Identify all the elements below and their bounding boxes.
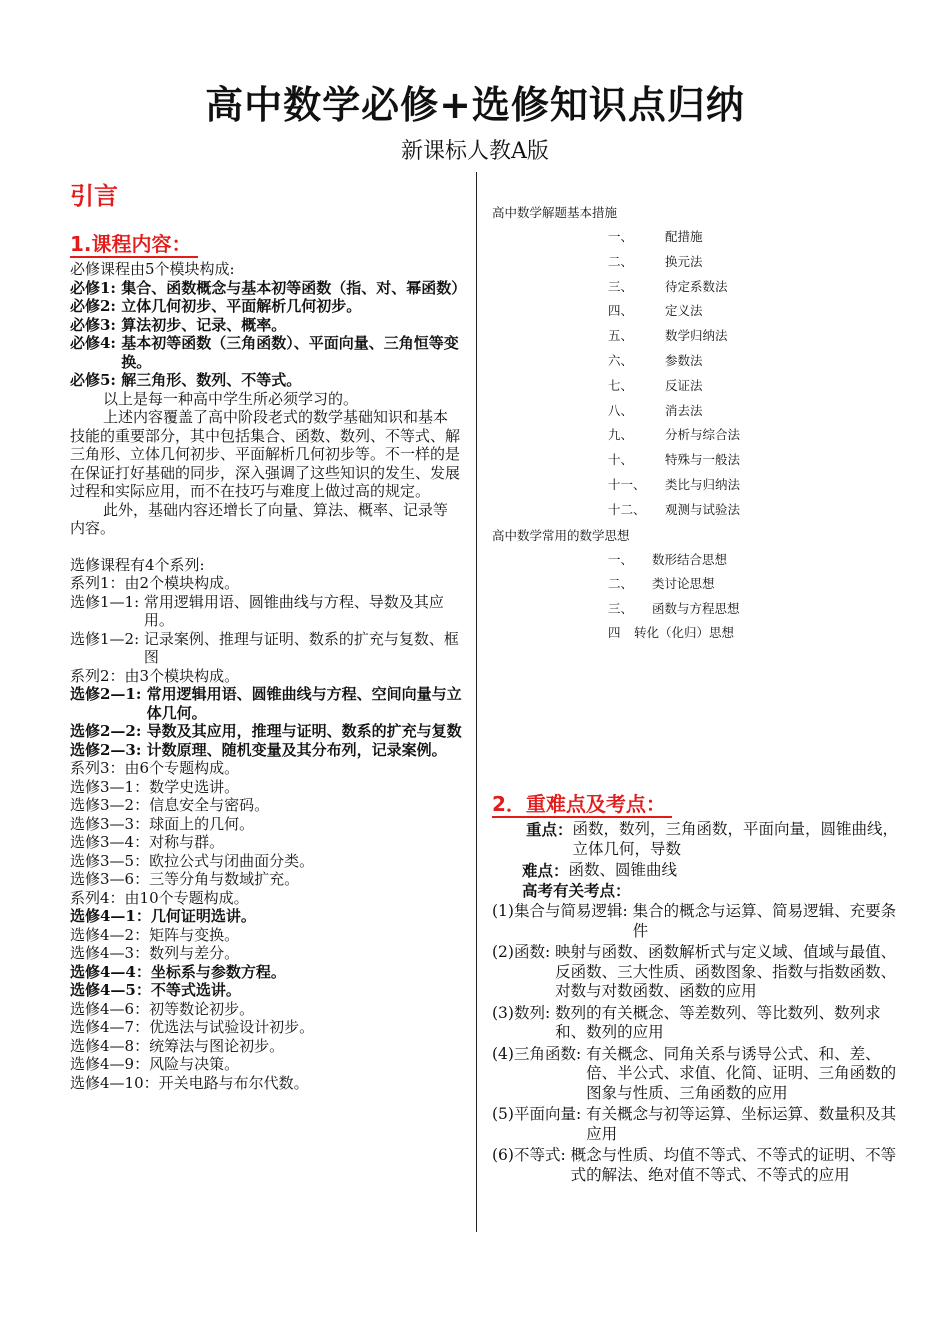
method-name: 配措施: [665, 229, 703, 244]
difficulty-row: [522, 861, 902, 881]
elective-module: 选修4—4：坐标系与参数方程。: [70, 962, 286, 981]
elective-module: 选修4—2：矩阵与变换。: [70, 925, 240, 944]
series-3-items: [70, 778, 462, 889]
elective-module: 选修4—9：风险与决策。: [70, 1055, 240, 1073]
exam-point: [492, 1004, 902, 1043]
thought-name: 转化（化归）思想: [634, 625, 735, 641]
required-module: [70, 371, 462, 390]
elective-module: 选修3—2：信息安全与密码。: [70, 796, 270, 814]
required-modules: [70, 278, 467, 390]
elective-module-key: 选修1—2:: [70, 629, 144, 648]
method-name: 类比与归纳法: [665, 476, 741, 492]
elective-module-text: 计数原理、随机变量及其分布列，记录案例。: [146, 740, 447, 759]
method-number: 六、: [608, 352, 634, 368]
section-1-heading: 1.课程内容：: [70, 232, 198, 258]
method-item: [608, 498, 892, 523]
exam-point: [492, 902, 902, 941]
exam-point-text: 映射与函数、函数解析式与定义域、值域与最值、反函数、三大性质、函数图象、指数与指数函数、对数与对数函数、函数的应用: [555, 943, 897, 1000]
method-name: 参数法: [665, 352, 703, 368]
series-3: 系列3：由6个专题构成。: [70, 759, 240, 777]
elective-module-key: 选修1—1:: [70, 592, 144, 611]
thought-name: 数形结合思想: [652, 551, 728, 567]
elective-module: 选修4—1：几何证明选讲。: [70, 907, 256, 925]
elective-module: 选修3—1：数学史选讲。: [70, 777, 240, 796]
exam-point-text: 集合的概念与运算、简易逻辑、充要条件: [632, 902, 897, 940]
required-module: [70, 278, 467, 298]
methods-list: [492, 225, 892, 523]
method-item: [608, 349, 892, 374]
method-item: [608, 423, 892, 448]
elective-module: 选修3—6：三等分角与数域扩充。: [70, 870, 300, 888]
required-intro: 必修课程由5个模块构成:: [70, 260, 235, 278]
elective-module-key: 选修2—1:: [70, 685, 147, 703]
elective-module: 选修3—5：欧拉公式与闭曲面分类。: [70, 851, 315, 870]
method-item: [608, 250, 892, 275]
page-subtitle: 新课标人教A版: [401, 139, 549, 164]
method-number: 八、: [608, 402, 634, 418]
method-name: 分析与综合法: [665, 427, 741, 443]
exam-point: [492, 943, 902, 1002]
elective-intro: 选修课程有4个系列:: [70, 555, 205, 574]
methods-title: 高中数学解题基本措施: [492, 205, 618, 220]
key-points-section: [492, 818, 902, 1185]
elective-module-text: 导数及其应用，推理与证明、数系的扩充与复数: [146, 722, 462, 740]
thought-number: 二、: [608, 576, 634, 592]
exam-point-topic: (4)三角函数:: [492, 1044, 587, 1063]
key-text: 函数，数列，三角函数，平面向量，圆锥曲线，立体几何，导数: [572, 820, 899, 858]
elective-module: [70, 593, 462, 630]
elective-module-text: 记录案例、推理与证明、数系的扩充与复数、框图: [143, 629, 459, 666]
method-name: 观测与试验法: [665, 501, 741, 517]
method-number: 四、: [608, 303, 634, 319]
method-number: 十、: [608, 452, 634, 468]
series-1-items: [70, 593, 462, 667]
exam-point-topic: (5)平面向量:: [492, 1105, 587, 1123]
elective-module: 选修3—3：球面上的几何。: [70, 814, 255, 833]
elective-module: [70, 685, 462, 722]
required-module-key: 必修1:: [70, 278, 122, 297]
method-name: 待定系数法: [665, 278, 728, 294]
methods-panel: [492, 200, 892, 646]
exam-points: [492, 902, 902, 1185]
thought-item: [608, 572, 892, 597]
thought-number: 三、: [608, 600, 634, 616]
required-module: [70, 334, 462, 371]
exam-point-text: 有关概念与初等运算、坐标运算、数量积及其应用: [586, 1105, 897, 1143]
required-module-text: 算法初步、记录、概率。: [121, 315, 287, 334]
method-item: [608, 324, 892, 349]
series-2: 系列2：由3个模块构成。: [70, 666, 240, 685]
required-module-key: 必修5:: [70, 371, 122, 389]
method-number: 十一、: [608, 476, 646, 492]
key-label: 重点：: [526, 820, 573, 839]
elective-module: [70, 630, 462, 667]
elective-module-text: 常用逻辑用语、圆锥曲线与方程、导数及其应用。: [143, 592, 444, 629]
exam-point-topic: (6)不等式:: [492, 1146, 571, 1164]
elective-module-text: 常用逻辑用语、圆锥曲线与方程、空间向量与立体几何。: [146, 685, 462, 722]
method-number: 二、: [608, 253, 634, 269]
method-number: 十二、: [608, 501, 646, 517]
method-name: 定义法: [665, 303, 703, 319]
method-number: 五、: [608, 328, 634, 344]
course-content: [70, 260, 467, 1092]
required-module-text: 集合、函数概念与基本初等函数（指、对、幂函数）: [121, 278, 467, 297]
elective-module: 选修4—3：数列与差分。: [70, 944, 240, 962]
method-name: 数学归纳法: [665, 328, 728, 344]
method-item: [608, 473, 892, 498]
paragraph-2: 上述内容覆盖了高中阶段老式的数学基础知识和基本技能的重要部分，其中包括集合、函数、数列、不等式、解三角形、立体几何初步、平面解析几何初步等。不一样的是在保证打好基础的同步，深入强调了这些知识的发生、发展过程和实际应用，而不在技巧与难度上做过高的规定。: [70, 408, 461, 500]
method-name: 反证法: [665, 377, 703, 393]
elective-module-key: 选修2—2:: [70, 722, 147, 740]
method-number: 九、: [608, 427, 634, 443]
thought-number: 一、: [608, 551, 634, 567]
exam-point-topic: (3)数列:: [492, 1003, 556, 1022]
series-2-items: [70, 685, 462, 759]
required-module-text: 基本初等函数（三角函数）、平面向量、三角恒等变换。: [121, 334, 459, 371]
exam-label: 高考有关考点：: [522, 880, 631, 900]
method-name: 换元法: [665, 253, 703, 269]
method-number: 七、: [608, 377, 634, 393]
method-item: [608, 448, 892, 473]
elective-module: 选修4—8：统筹法与图论初步。: [70, 1036, 285, 1055]
page-title: 高中数学必修+选修知识点归纳: [205, 83, 745, 127]
intro-heading: 引言: [70, 182, 118, 210]
elective-module: 选修3—4：对称与群。: [70, 833, 225, 851]
elective-module: 选修4—10：开关电路与布尔代数。: [70, 1073, 309, 1092]
exam-point: [492, 1045, 902, 1104]
paragraph-3: 此外，基础内容还增长了向量、算法、概率、记录等内容。: [70, 500, 449, 537]
elective-module: 选修4—6：初等数论初步。: [70, 999, 255, 1018]
exam-point: [492, 1105, 902, 1144]
method-item: [608, 225, 892, 250]
difficulty-text: 函数、圆锥曲线: [568, 861, 678, 879]
required-module-key: 必修2:: [70, 297, 122, 315]
exam-point-text: 概念与性质、均值不等式、不等式的证明、不等式的解法、绝对值不等式、不等式的应用: [570, 1146, 897, 1184]
required-module-key: 必修3:: [70, 315, 122, 334]
required-module-key: 必修4:: [70, 334, 122, 352]
elective-module: 选修4—5：不等式选讲。: [70, 981, 241, 999]
thought-item: [608, 548, 892, 573]
series-4: 系列4：由10个专题构成。: [70, 888, 249, 907]
required-module-text: 立体几何初步、平面解析几何初步。: [121, 297, 362, 315]
elective-module: [70, 722, 462, 741]
method-number: 一、: [608, 229, 634, 244]
thought-item: [608, 597, 892, 622]
thought-number: 四: [608, 625, 621, 641]
required-module-text: 解三角形、数列、不等式。: [121, 371, 302, 389]
exam-point: [492, 1146, 902, 1185]
method-item: [608, 374, 892, 399]
thought-name: 类讨论思想: [652, 576, 715, 592]
series-4-items: [70, 907, 462, 1092]
thought-name: 函数与方程思想: [652, 600, 740, 616]
method-number: 三、: [608, 278, 634, 294]
exam-point-text: 有关概念、同角关系与诱导公式、和、差、倍、半公式、求值、化简、证明、三角函数的图象与性质、三角函数的应用: [586, 1044, 897, 1102]
key-row: [526, 820, 902, 859]
exam-point-text: 数列的有关概念、等差数列、等比数列、数列求和、数列的应用: [555, 1003, 881, 1041]
thoughts-title: 高中数学常用的数学思想: [492, 527, 630, 543]
elective-module: 选修4—7：优选法与试验设计初步。: [70, 1018, 315, 1036]
series-1: 系列1：由2个模块构成。: [70, 574, 240, 592]
method-item: [608, 399, 892, 424]
method-name: 消去法: [665, 402, 703, 418]
exam-point-topic: (2)函数:: [492, 943, 556, 961]
required-module: [70, 297, 462, 316]
column-divider: [476, 172, 477, 1232]
paragraph-1: 以上是每一种高中学生所必须学习的。: [103, 389, 359, 408]
method-item: [608, 299, 892, 324]
section-2-heading: 2．重难点及考点：: [492, 792, 672, 818]
method-item: [608, 275, 892, 300]
thought-item: [608, 621, 892, 646]
required-module: [70, 316, 462, 335]
elective-module: [70, 741, 462, 760]
elective-module-key: 选修2—3:: [70, 740, 147, 759]
exam-point-topic: (1)集合与简易逻辑:: [492, 902, 633, 920]
thoughts-list: [492, 548, 892, 646]
difficulty-label: 难点：: [522, 861, 569, 880]
method-name: 特殊与一般法: [665, 452, 741, 468]
